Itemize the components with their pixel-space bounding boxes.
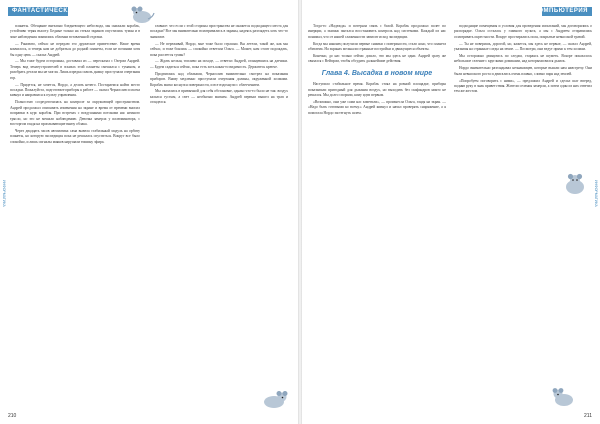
paragraph: Мы осторожно двинулись по следам, стараясь не шуметь. Вскоре показалось небольшое селение с круглыми домиками, над которыми вился дымок. xyxy=(454,54,592,64)
paragraph: главное: что если с этой стороны пространства не окажется подходящего места для посадки? Все мы внимательно всматривались в экраны, надеясь разглядеть хоть что-то знакомое. xyxy=(150,24,288,39)
paragraph: Полностью сосредоточилась на контроле за окружающей пространством. Андрей продолжал описывать изменения на экране и время от времени вносил поправки в курс корабля. При встречах с воздушными потоками нас немного трясло, но это не мешало наблюдению. Девочка замерла у иллюминатора, с восторгом глядя на проплывающие внизу облака. xyxy=(10,100,140,126)
paragraph: планеты. Обещание внезапно бледнеющего небосвода, мы снижали корабль, устойчиво теряя высоту. Бедные только на стекла экранов опустились туман и в зоне наблюдения появились обломки вставленной отделки. xyxy=(10,24,140,39)
left-side-tab: ИНФОРМАТИКА xyxy=(2,180,6,207)
paragraph: Мы оказались в привычной для себя обстановке, однако что-то было не так: воздух казался густым, а свет — необычно мягким. Андрей первым вышел на трап и огляделся. xyxy=(150,89,288,105)
paragraph: — Ты не поверишь, дорогой, но, кажется, мы здесь не первые, — сказал Андрей, указывая на странные следы на земле. — Посмотри, они ведут прямо к тем холмам. xyxy=(454,41,592,52)
koala-icon xyxy=(258,388,290,410)
page-number-right: 211 xyxy=(584,413,592,419)
right-running-head xyxy=(534,7,592,19)
paragraph: подходящие помещения и условия для проведения испытаний, мы договорились о распорядке. Ольга осталась у главного пульта, а мы с Андреем отправились осматривать окрестности. Вокруг простирались поля, покрытые невысокой травой. xyxy=(454,24,592,39)
paragraph: — Мы тоже будем осторожны, доставлял из — пересказал с Озером Андрей. Теперь вид землеустроителей в эскизах этой планеты смешался с туманом, и разобрать детали мы не могли. Лишь изредка сквозь дымку проступали очертания гор. xyxy=(10,59,140,80)
paragraph: Наступило стабильное время. Корабль стоял на ровной площадке, приборы показывали пригодный для дыхания воздух, но выходить без скафандров никто не решался. Мы долго спорили, кому идти первым. xyxy=(308,82,446,98)
paragraph: «Попробуем поговорить с ними», — предложил Андрей и сделал шаг вперед, подняв руку в знак приветствия. Жители селения замерли, а затем один из них ответил тем же жестом. xyxy=(454,78,592,94)
text-column-1 xyxy=(10,24,140,408)
paragraph: Через двадцать часов автоматика сама вывела стабильный модуль на орбиту планеты, но которую экспедиция пока не решалась спуститься. Вокруг все было спокойно, и лишь сигналы маяков нарушали тишину эфира. xyxy=(10,128,140,144)
page-number-left: 210 xyxy=(8,413,17,419)
paragraph: Тогда-то «Надежда» и потеряла связь с базой. Корабль продолжал полет по инерции, а экипаж пытался восстановить контроль над системами. Каждый из нас понимал, что от нашей слаженности зависит исход экспедиции. xyxy=(308,24,446,39)
paragraph: — Ждать нельзя, топливо на исходе, — ответил Андрей, оглянувшись на датчики. — Будем садиться сейчас, пока есть хоть какая-то видимость. Держитесь крепче. xyxy=(150,59,288,69)
running-head-text: КОМПЬЮТЕРИЯ xyxy=(534,8,588,14)
paragraph: Конечно, до нас только сейчас дошло, что мы здесь не одни. Андрей сразу же связался с Вейпром, чтобы обсудить дальнейшие действия. xyxy=(308,54,446,64)
paragraph: — Не переживай, Нордо, мне тоже было страшно. Вы летели, такой же, как мы сейчас, и тоже боялись — спокойно ответила Ольга. — Может, нам стоит подождать, пока рассеется туман? xyxy=(150,41,288,57)
right-page xyxy=(302,0,600,424)
paragraph: Продвигаясь над облаками, Чернослив внимательно смотрел на показания приборов. Внизу медленно проступали очертания долины, окруженной холмами. Корабль мягко коснулся поверхности, и все вздохнули с облегчением. xyxy=(150,71,288,87)
chapter-title: Глава 4. Высадка в новом мире xyxy=(321,69,433,77)
left-page xyxy=(0,0,298,424)
koala-icon xyxy=(550,384,580,408)
paragraph: — Рановато, сейчас не передаю это дружеское приветствие. Наше время кончилось, и теперь нам не добраться до родной планеты, если не починим хотя бы одну цепь — сказал Андрей. xyxy=(10,41,140,57)
paragraph: — Придется, не хочется, Нордо, а делать нечего. Постараемся найти место посадки. Пожалуйста, подготовьте приборы к работе — сказал Чернослив и молча кивнул и направился к пульту управления. xyxy=(10,82,140,98)
koala-icon xyxy=(128,4,156,24)
text-column-4 xyxy=(454,24,592,408)
right-side-tab: ИНФОРМАТИКА xyxy=(594,180,598,207)
left-running-head xyxy=(8,7,113,19)
text-column-2 xyxy=(150,24,288,408)
text-column-3 xyxy=(308,24,446,408)
running-head-text: ФАНТАСТИЧЕСКАЯ ПОВЕСТЬ xyxy=(12,8,113,14)
paragraph: «Возможно, они уже сами нас заметили», — произнесла Ольга, глядя на экран. — «Надо быть готовыми ко всему.» Андрей кивнул и начал проверять снаряжение, а я помогала Нордо застегнуть шлем. xyxy=(308,99,446,115)
paragraph: Когда мы наконец получили первые снимки с поверхности, стало ясно, что планета обитаема. На экранах мелькали странные постройки и движущиеся объекты. xyxy=(308,41,446,52)
paragraph: Нордо внимательно разглядывал незнакомцев, которые вышли нам навстречу. Они были невысокого роста и двигались очень плавно, словно паря над землей. xyxy=(454,66,592,76)
